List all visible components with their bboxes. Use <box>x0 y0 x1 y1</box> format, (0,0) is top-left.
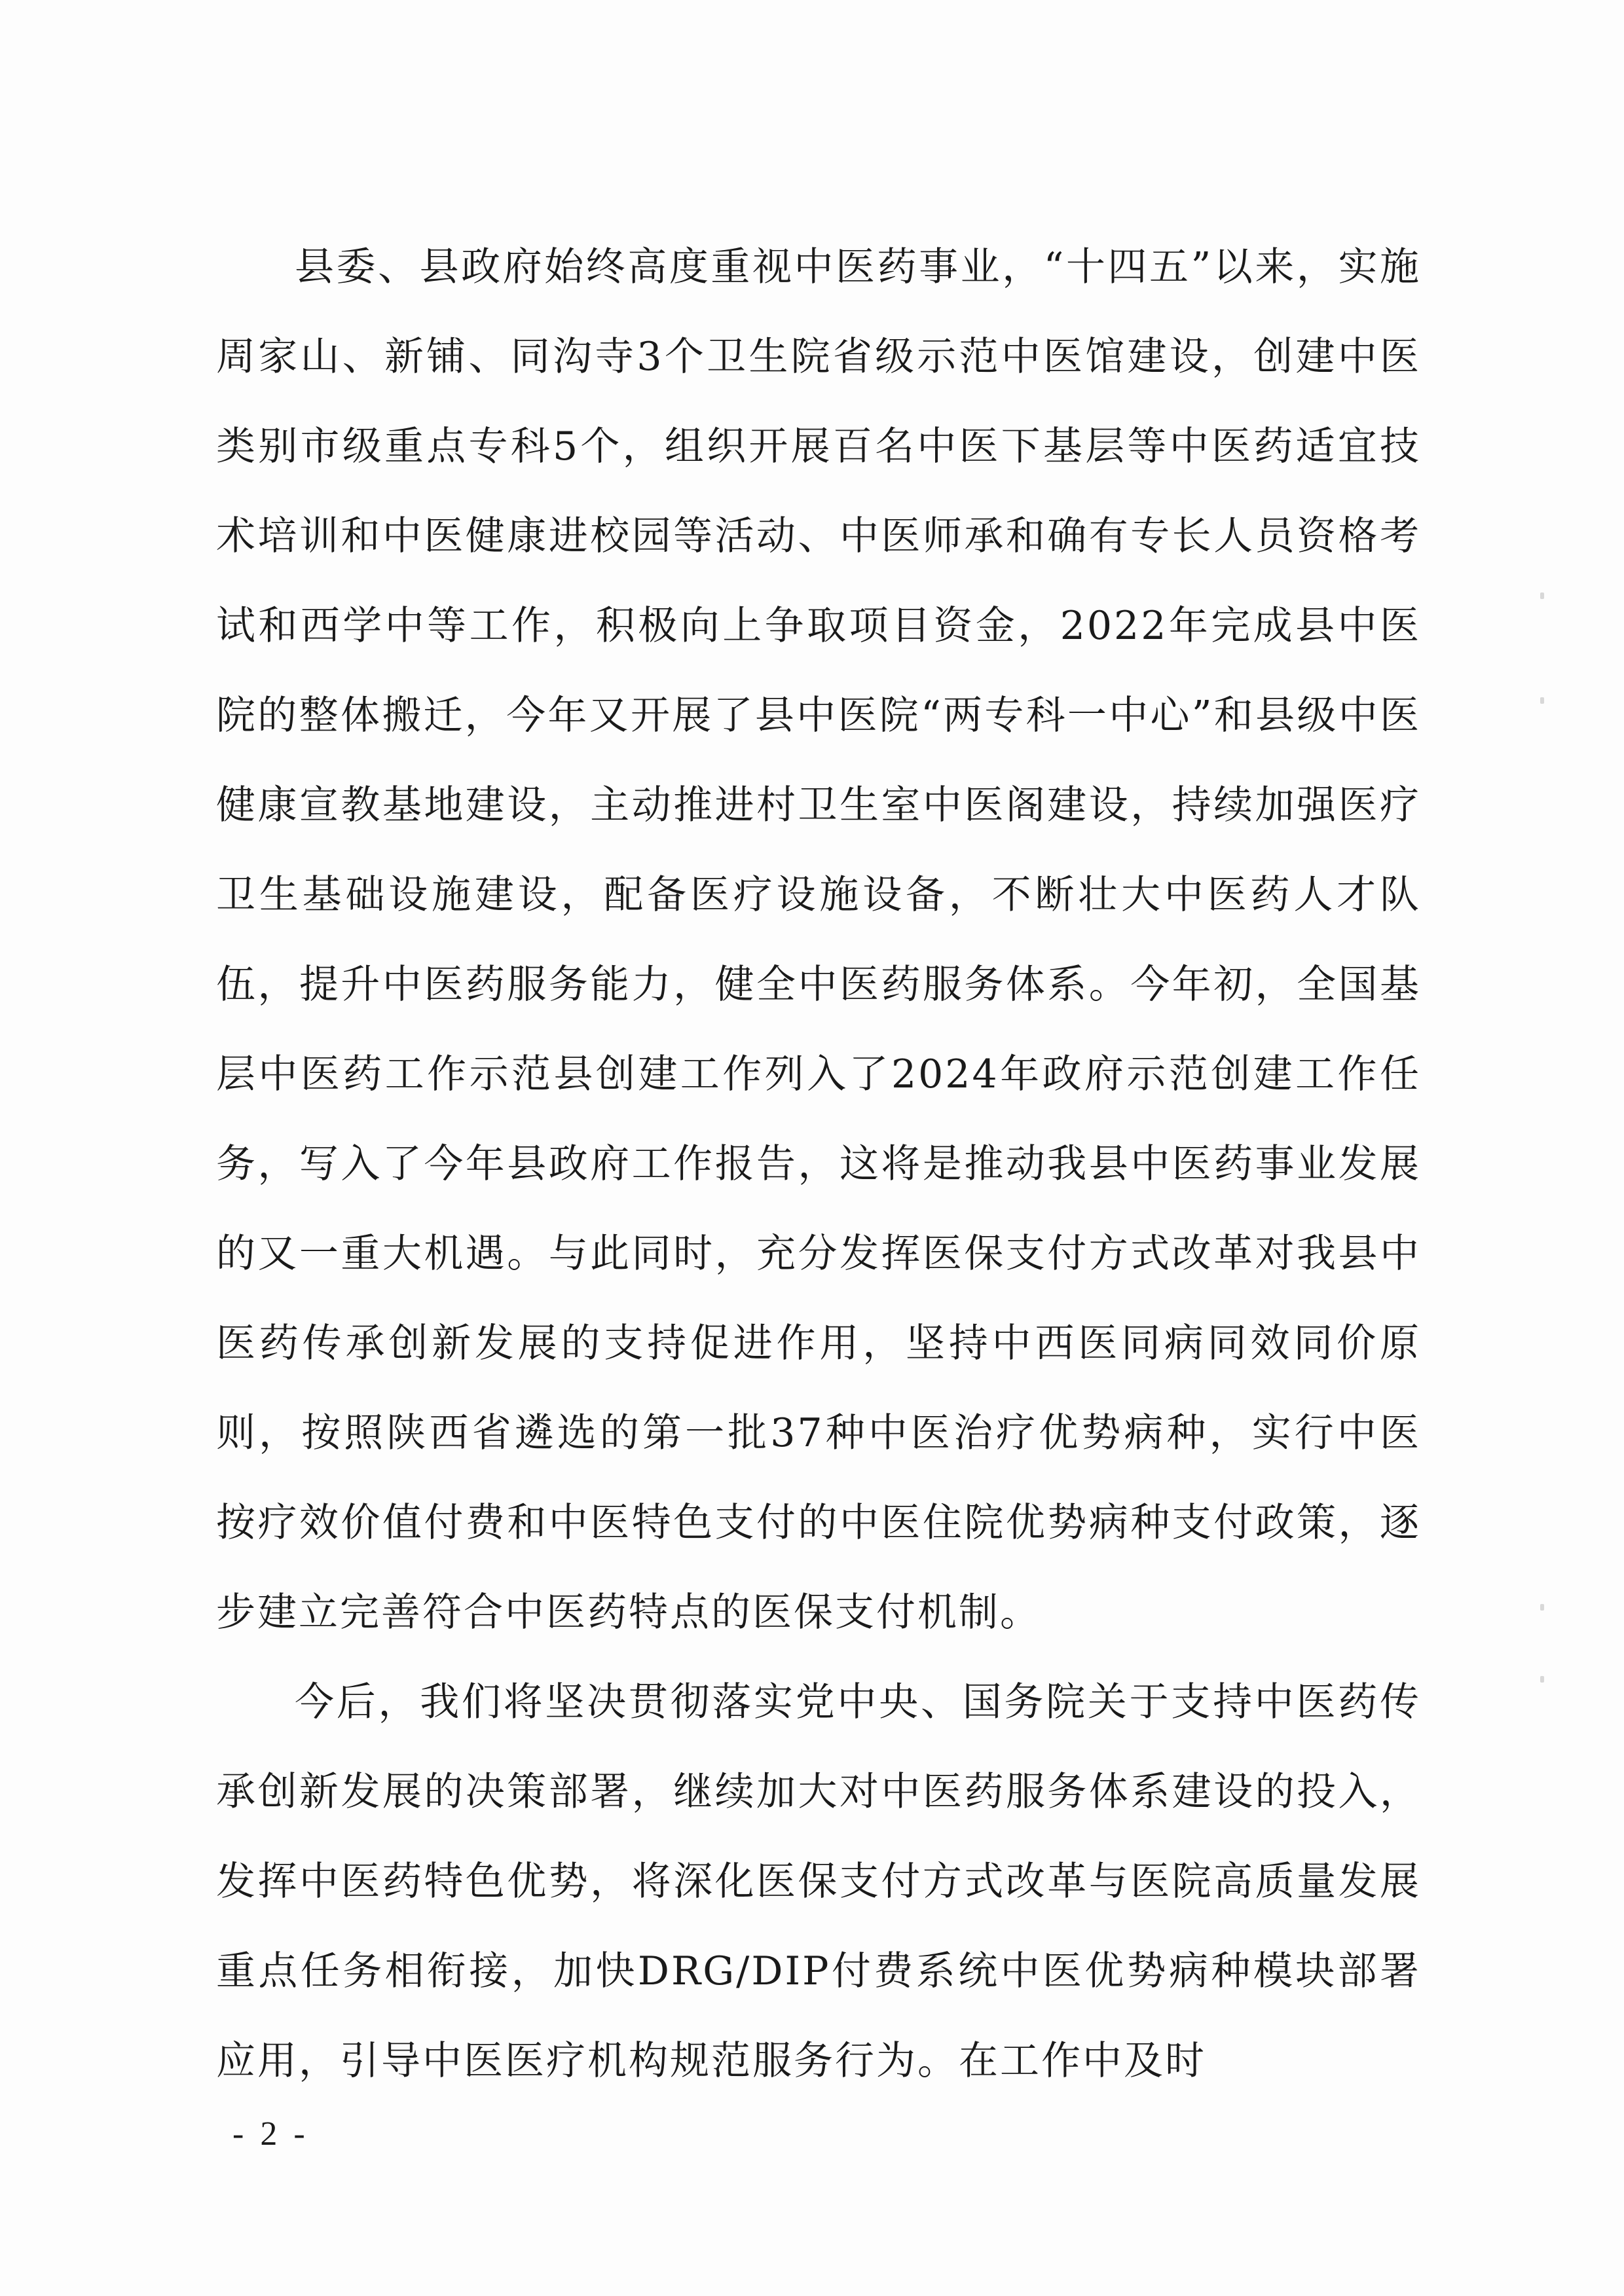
scan-speck <box>1540 1676 1544 1683</box>
scan-speck <box>1540 697 1544 704</box>
document-body <box>216 223 1421 2106</box>
page-number: - 2 - <box>232 2115 309 2153</box>
scan-speck <box>1540 592 1544 599</box>
scan-speck <box>1540 1604 1544 1611</box>
paragraph-1: 县委、县政府始终高度重视中医药事业，“十四五”以来，实施周家山、新铺、同沟寺3个卫生院省级示范中医馆建设，创建中医类别市级重点专科5个，组织开展百名中医下基层等中医药适宜技术培训和中医健康进校园等活动、中医师承和确有专长人员资格考试和西学中等工作，积极向上争取项目资金，2022年完成县中医院的整体搬迁，今年又开展了县中医院“两专科一中心”和县级中医健康宣教基地建设，主动推进村卫生室中医阁建设，持续加强医疗卫生基础设施建设，配备医疗设施设备，不断壮大中医药人才队伍，提升中医药服务能力，健全中医药服务体系。今年初，全国基层中医药工作示范县创建工作列入了2024年政府示范创建工作任务，写入了今年县政府工作报告，这将是推动我县中医药事业发展的又一重大机遇。与此同时，充分发挥医保支付方式改革对我县中医药传承创新发展的支持促进作用，坚持中西医同病同效同价原则，按照陕西省遴选的第一批37种中医治疗优势病种，实行中医按疗效价值付费和中医特色支付的中医住院优势病种支付政策，逐步建立完善符合中医药特点的医保支付机制。 <box>216 244 1421 1635</box>
paragraph-2: 今后，我们将坚决贯彻落实党中央、国务院关于支持中医药传承创新发展的决策部署，继续加大对中医药服务体系建设的投入，发挥中医药特色优势，将深化医保支付方式改革与医院高质量发展重点任务相衔接，加快DRG/DIP付费系统中医优势病种模块部署应用，引导中医医疗机构规范服务行为。在工作中及时 <box>216 1679 1421 2084</box>
